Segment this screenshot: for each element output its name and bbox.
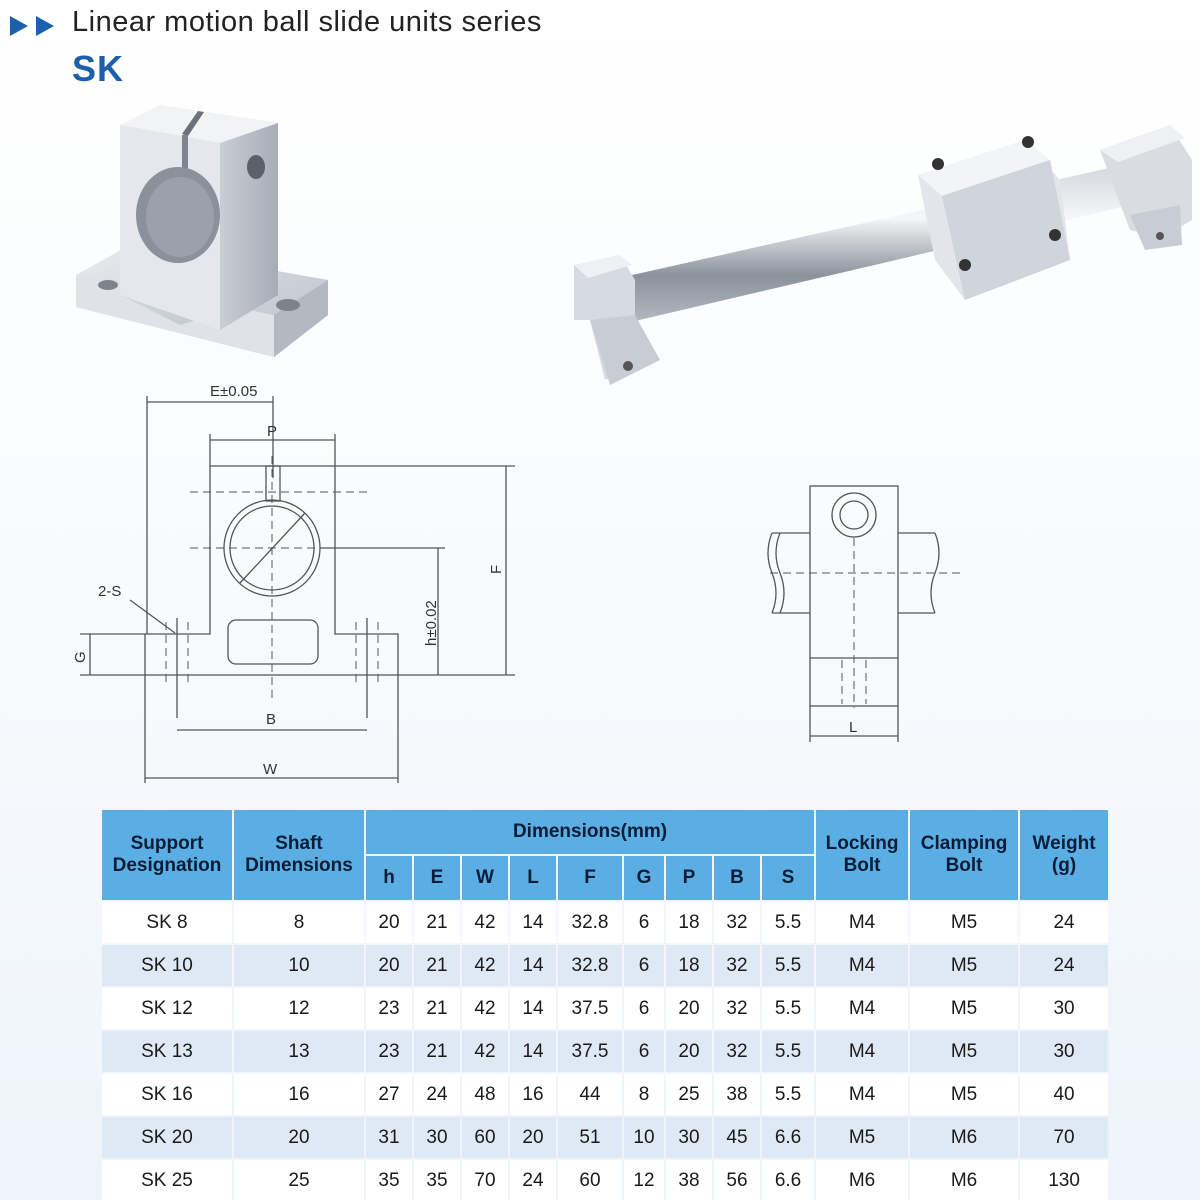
table-cell: 27	[366, 1074, 412, 1115]
table-row	[102, 945, 1108, 986]
table-cell: 21	[414, 902, 460, 943]
table-cell: M4	[816, 902, 908, 943]
header-dim-f: F	[558, 856, 622, 900]
table-cell: M5	[910, 1074, 1018, 1115]
table-row	[102, 902, 1108, 943]
header-dim-w: W	[462, 856, 508, 900]
table-cell: 5.5	[762, 1074, 814, 1115]
table-cell: 37.5	[558, 988, 622, 1029]
table-cell: 21	[414, 1031, 460, 1072]
dim-f-label: F	[488, 564, 505, 574]
table-cell: 60	[558, 1160, 622, 1201]
dim-e-label: E±0.05	[210, 383, 258, 400]
table-cell: M6	[816, 1160, 908, 1201]
table-cell: 14	[510, 988, 556, 1029]
table-cell: M4	[816, 945, 908, 986]
double-arrow-icon	[8, 14, 64, 38]
table-cell: 24	[510, 1160, 556, 1201]
table-cell: 12	[234, 988, 364, 1029]
table-cell: 5.5	[762, 902, 814, 943]
table-cell: 30	[1020, 988, 1108, 1029]
table-cell: M5	[816, 1117, 908, 1158]
table-cell: M6	[910, 1117, 1018, 1158]
table-cell: SK 10	[102, 945, 232, 986]
table-cell: 6	[624, 945, 664, 986]
table-cell: M4	[816, 1074, 908, 1115]
table-cell: 23	[366, 1031, 412, 1072]
table-row	[102, 1160, 1108, 1201]
page-title: Linear motion ball slide units series	[72, 6, 542, 38]
side-view-drawing	[760, 478, 970, 748]
header-dim-e: E	[414, 856, 460, 900]
table-cell: SK 16	[102, 1074, 232, 1115]
table-row	[102, 1031, 1108, 1072]
table-cell: 42	[462, 902, 508, 943]
table-cell: 32	[714, 988, 760, 1029]
table-cell: 21	[414, 945, 460, 986]
table-cell: 32	[714, 945, 760, 986]
table-cell: 6	[624, 988, 664, 1029]
table-cell: M4	[816, 988, 908, 1029]
table-cell: 5.5	[762, 945, 814, 986]
table-cell: 42	[462, 945, 508, 986]
dim-2s-label: 2-S	[98, 583, 122, 600]
table-cell: 38	[666, 1160, 712, 1201]
spec-table	[100, 808, 1104, 1203]
header-dim-g: G	[624, 856, 664, 900]
table-cell: 8	[234, 902, 364, 943]
header-weight: Weight (g)	[1020, 810, 1108, 900]
table-cell: 38	[714, 1074, 760, 1115]
table-cell: 6.6	[762, 1160, 814, 1201]
table-cell: M5	[910, 945, 1018, 986]
dim-h-label: h±0.02	[423, 600, 440, 646]
table-cell: 56	[714, 1160, 760, 1201]
header-dim-h: h	[366, 856, 412, 900]
series-name: SK	[72, 48, 125, 89]
table-cell: 31	[366, 1117, 412, 1158]
table-cell: 25	[234, 1160, 364, 1201]
table-cell: 6	[624, 902, 664, 943]
table-cell: 51	[558, 1117, 622, 1158]
table-cell: 10	[624, 1117, 664, 1158]
table-cell: 70	[1020, 1117, 1108, 1158]
table-cell: 16	[234, 1074, 364, 1115]
table-cell: 20	[234, 1117, 364, 1158]
table-cell: 30	[1020, 1031, 1108, 1072]
table-cell: 12	[624, 1160, 664, 1201]
table-cell: 6	[624, 1031, 664, 1072]
table-cell: M5	[910, 1031, 1018, 1072]
table-cell: M5	[910, 988, 1018, 1029]
table-cell: M5	[910, 902, 1018, 943]
sk-support-photo	[70, 95, 340, 365]
table-cell: 16	[510, 1074, 556, 1115]
table-cell: 20	[666, 988, 712, 1029]
header-clamping-bolt: Clamping Bolt	[910, 810, 1018, 900]
dim-g-label: G	[72, 651, 89, 663]
table-cell: 44	[558, 1074, 622, 1115]
table-cell: 20	[366, 945, 412, 986]
table-cell: 24	[1020, 945, 1108, 986]
table-cell: 5.5	[762, 988, 814, 1029]
header-dimensions: Dimensions(mm)	[366, 810, 814, 854]
table-cell: 10	[234, 945, 364, 986]
table-cell: 14	[510, 945, 556, 986]
table-cell: 20	[510, 1117, 556, 1158]
table-cell: 35	[366, 1160, 412, 1201]
table-cell: 14	[510, 1031, 556, 1072]
rail-assembly-photo	[570, 120, 1195, 390]
table-cell: 8	[624, 1074, 664, 1115]
table-cell: 42	[462, 1031, 508, 1072]
header-shaft-dimensions: Shaft Dimensions	[234, 810, 364, 900]
table-cell: M4	[816, 1031, 908, 1072]
dim-b-label: B	[266, 711, 277, 728]
table-cell: 21	[414, 988, 460, 1029]
table-cell: 20	[666, 1031, 712, 1072]
header-locking-bolt: Locking Bolt	[816, 810, 908, 900]
header-dim-b: B	[714, 856, 760, 900]
table-cell: 14	[510, 902, 556, 943]
table-cell: 48	[462, 1074, 508, 1115]
table-cell: 18	[666, 945, 712, 986]
table-cell: 70	[462, 1160, 508, 1201]
table-cell: 30	[414, 1117, 460, 1158]
table-cell: 40	[1020, 1074, 1108, 1115]
table-cell: 60	[462, 1117, 508, 1158]
table-cell: 5.5	[762, 1031, 814, 1072]
table-cell: 24	[414, 1074, 460, 1115]
table-cell: M6	[910, 1160, 1018, 1201]
header-support-designation: Support Designation	[102, 810, 232, 900]
dim-w-label: W	[263, 761, 278, 778]
table-cell: 130	[1020, 1160, 1108, 1201]
table-cell: 35	[414, 1160, 460, 1201]
table-cell: 45	[714, 1117, 760, 1158]
table-cell: 30	[666, 1117, 712, 1158]
table-cell: 13	[234, 1031, 364, 1072]
table-cell: 42	[462, 988, 508, 1029]
table-cell: SK 13	[102, 1031, 232, 1072]
table-cell: 25	[666, 1074, 712, 1115]
table-cell: 23	[366, 988, 412, 1029]
dim-p-label: P	[267, 423, 278, 440]
header-dim-s: S	[762, 856, 814, 900]
table-cell: 32	[714, 902, 760, 943]
table-cell: 20	[366, 902, 412, 943]
table-cell: SK 12	[102, 988, 232, 1029]
table-cell: 18	[666, 902, 712, 943]
table-cell: SK 20	[102, 1117, 232, 1158]
table-cell: 37.5	[558, 1031, 622, 1072]
table-cell: 24	[1020, 902, 1108, 943]
dim-l-label: L	[849, 719, 858, 736]
table-cell: 32.8	[558, 902, 622, 943]
table-row	[102, 1117, 1108, 1158]
table-cell: SK 8	[102, 902, 232, 943]
table-cell: SK 25	[102, 1160, 232, 1201]
table-cell: 6.6	[762, 1117, 814, 1158]
header-dim-l: L	[510, 856, 556, 900]
table-row	[102, 1074, 1108, 1115]
front-view-drawing	[70, 378, 530, 788]
table-cell: 32.8	[558, 945, 622, 986]
header-dim-p: P	[666, 856, 712, 900]
table-cell: 32	[714, 1031, 760, 1072]
table-row	[102, 988, 1108, 1029]
